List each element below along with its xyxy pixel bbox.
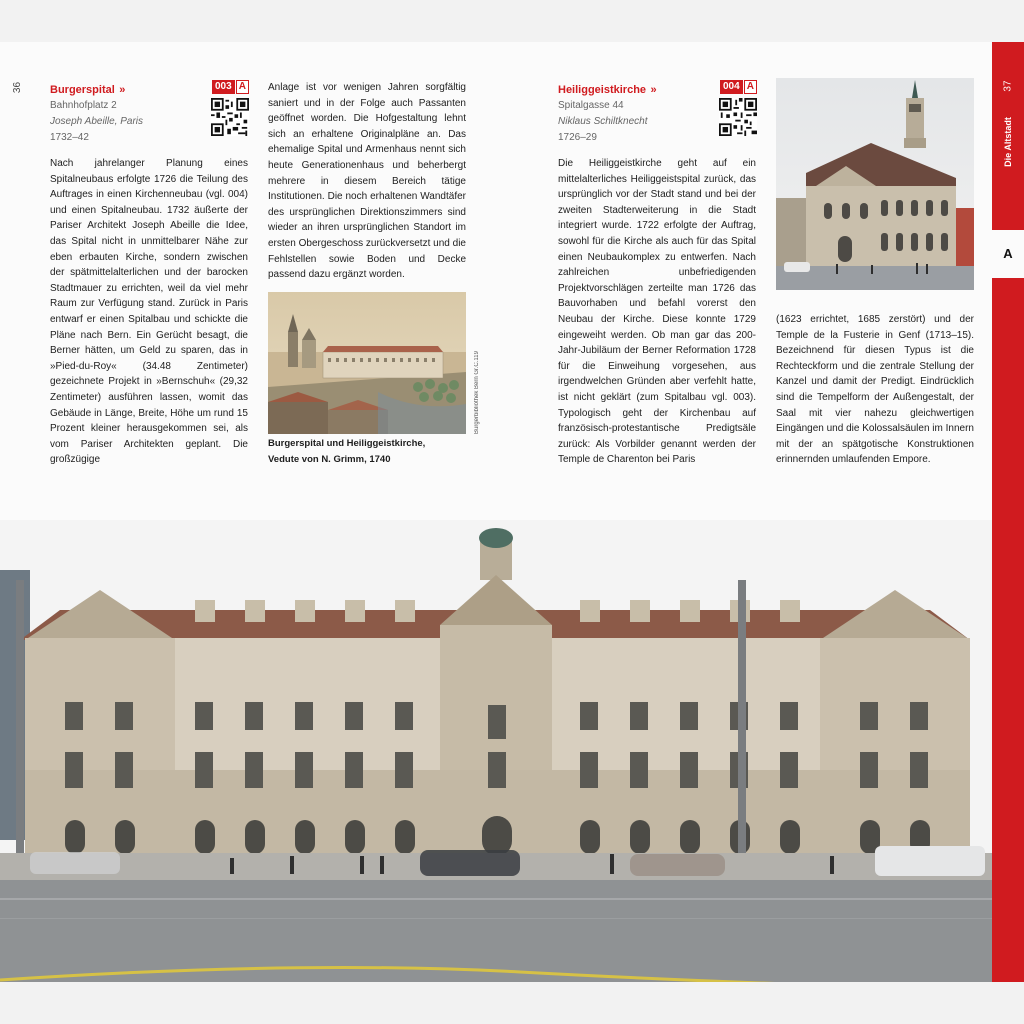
historical-veduta-image	[268, 292, 466, 434]
entry-003-number: 003	[212, 80, 235, 94]
entry-003-body-col1: Nach jahrelanger Planung eines Spitalneubaus erfolgte 1726 die Teilung des Auftrages in einen Kirchenneubau (vgl. 004) und einen Spitalneubau. 1732 äußerte der Pariser Architekt Joseph Abeille die Idee, das Spital nicht in unmittelbarer Nähe zur eben erbauten Kirche, sondern zwischen der spätmittelalterlichen und der barocken Stadtmauer zu errichten, weil da viel mehr Raum zur Verfügung stand. Zurück in Paris entwarf er einen Spitalbau und schickte die Pläne nach Bern. Ein Gerücht besagt, die Berner hätten, um Geld zu sparen, das in »Pied-du-Roy« (34.48 Zentimeter) gezeichnete Projekt in »Bernschuh« (29,32 Zentimeter) ausführen lassen, womit das Gebäude in Länge, Breite, Höhe um rund 15 Prozent kleiner herausgekommen sei, als vom Pariser Architekten geplant. Die großzügige	[50, 158, 248, 466]
image-credit: Burgerbibliothek Bern Gr.C.119	[474, 351, 480, 434]
image-caption	[268, 436, 468, 468]
entry-004-badge	[720, 80, 757, 94]
section-sidebar	[992, 42, 1024, 982]
caption-line-2: Vedute von N. Grimm, 1740	[268, 454, 391, 465]
entry-004-title: Heiliggeistkirche	[558, 84, 647, 96]
book-spread	[0, 42, 1024, 982]
entry-003-marker: »	[119, 84, 126, 96]
sidebar-red-tab	[992, 42, 1024, 230]
caption-line-1: Burgerspital und Heiliggeistkirche,	[268, 438, 426, 449]
entry-004-body-col1: Die Heiliggeistkirche geht auf ein mittelalterliches Heiliggeistspital zurück, das ursprünglich vor der Stadt stand und bei der zweiten Stadterweiterung in die Stadt integriert wurde. 1722 erfolgte der Auftrag, sowohl für die Kirche als auch für das Spital einen Neubaukomplex zu entwerfen. Nach zahlreichen unbefriedigenden Projektvorschlägen zerteilte man 1726 das Bauvorhaben und befahl vorerst den Neubau der Kirche. Diese konnte 1729 eingeweiht werden. Ob man gar das 200-Jahr-Jubiläum der Berner Reformation 1728 für die Einweihung vorgesehen, aus irgendwelchen Gründen aber verfehlt hatte, ist nicht geklärt (zum Spitalbau vgl. 003). Typologisch geht der Kirchenbau auf französisch-protestantische Predigtsäle zurück: Als Vorbilder genannt werden der Temple de Charenton bei Paris	[558, 158, 756, 466]
entry-004-category: A	[744, 80, 757, 94]
qr-code-icon[interactable]	[211, 98, 249, 136]
qr-code-icon[interactable]	[719, 98, 757, 136]
entry-004-number: 004	[720, 80, 743, 94]
section-label: Die Altstadt	[1003, 117, 1013, 167]
page-number-left: 36	[12, 81, 24, 94]
entry-003-years: 1732–42	[50, 132, 89, 143]
entry-004-header	[558, 80, 708, 146]
sidebar-red-bar	[992, 278, 1024, 982]
section-letter[interactable]: A	[1003, 246, 1013, 261]
entry-004-body-col2: (1623 errichtet, 1685 zerstört) und der Temple de la Fusterie in Genf (1713–15). Bezeichnend für diesen Typus ist die Rechteckform und die zentrale Stellung der Kanzel und damit der Predigt. Eindrücklich sind die Tempelform der Außengestalt, der Saal mit vier nahezu gleichwertigen Eingängen und die Kolossalsäulen im Innern mit der an spätgotische Konstruktionen erinnernden umlaufenden Empore.	[776, 314, 974, 466]
entry-003-address: Bahnhofplatz 2	[50, 100, 117, 111]
entry-003-title: Burgerspital	[50, 84, 115, 96]
entry-003-body-col2: Anlage ist vor wenigen Jahren sorgfältig saniert und in der Folge auch Passanten geöffnet worden. Die Hofgestaltung lehnt sich an erhaltene Originalpläne an. Das ehemalige Spital und Armenhaus nennt sich heute Generationenhaus und beherbergt mehrere in diesem Bereich tätige Institutionen. Die noch erhaltenen Wandtäfer des ursprünglichen Direktionszimmers sind wieder an ihren ursprünglichen Standort im ersten Obergeschoss zurückversetzt und die Fehlstellen sowie Boden und Decke passend dazu ergänzt worden.	[268, 82, 466, 281]
church-photo	[776, 78, 974, 290]
entry-004-years: 1726–29	[558, 132, 597, 143]
entry-003-architect: Joseph Abeille, Paris	[50, 116, 144, 127]
entry-003-header	[50, 80, 200, 146]
entry-004-marker: »	[650, 84, 657, 96]
burgerspital-facade-photo	[0, 520, 992, 982]
entry-003-badge	[212, 80, 249, 94]
entry-003-category: A	[236, 80, 249, 94]
entry-004-address: Spitalgasse 44	[558, 100, 624, 111]
entry-004-architect: Niklaus Schiltknecht	[558, 116, 648, 127]
page-number-right: 37	[1002, 80, 1014, 92]
